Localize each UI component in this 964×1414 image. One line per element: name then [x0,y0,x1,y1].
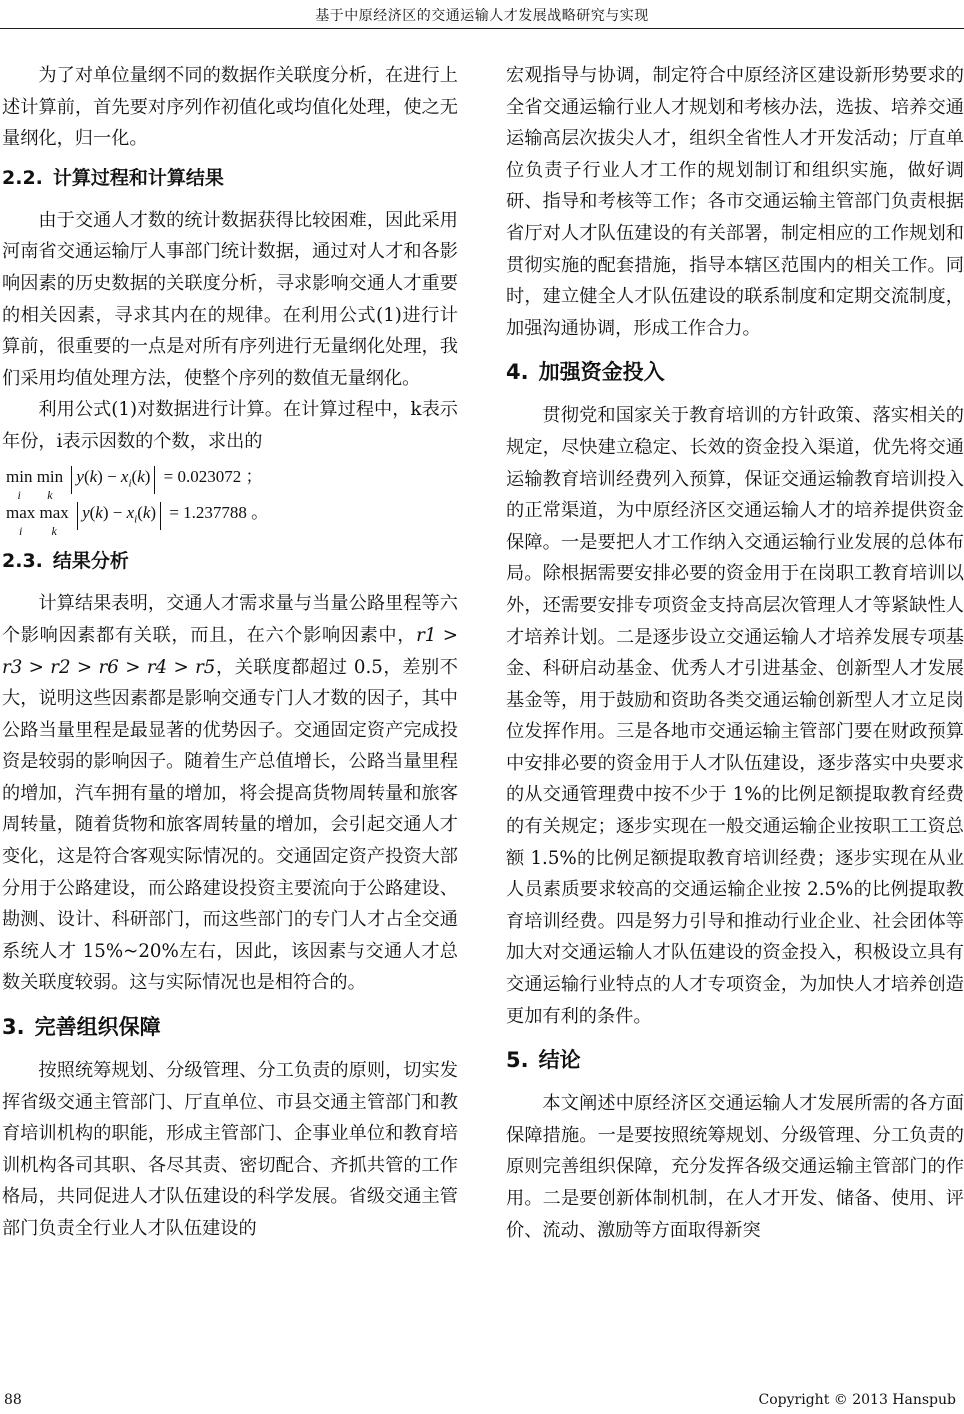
paragraph: 本文阐述中原经济区交通运输人才发展所需的各方面保障措施。一是要按照统筹规划、分级管理、分工负责的原则完善组织保障，充分发挥各级交通运输主管部门的作用。二是要创新体制机制，在人才开发、储备、使用、评价、流动、激励等方面取得新突 [506,1093,964,1241]
left-column [2,60,458,1245]
paragraph: 贯彻党和国家关于教育培训的方针政策、落实相关的规定，尽快建立稳定、长效的资金投入渠道，优先将交通运输教育培训经费列入预算，保证交通运输教育培训投入的正常渠道，为中原经济区交通运输人才的培养提供资金保障。一是要把人才工作纳入交通运输行业发展的总体布局。除根据需要安排必要的资金用于在岗职工教育培训以外，还需要安排专项资金支持高层次管理人才等紧缺性人才培养计划。二是逐步设立交通运输人才培养发展专项基金、科研启动基金、优秀人才引进基金、创新型人才发展基金等，用于鼓励和资助各类交通运输创新型人才立足岗位发挥作用。三是各地市交通运输主管部门要在财政预算中安排必要的资金用于人才队伍建设，逐步落实中央要求的从交通管理费中按不少于 1%的比例足额提取教育经费的有关规定；逐步实现在一般交通运输企业按职工工资总额 1.5%的比例足额提取教育培训经费；逐步实现在从业人员素质要求较高的交通运输企业按 2.5%的比例提取教育培训经费。四是努力引导和推动行业企业、社会团体等加大对交通运输人才队伍建设的资金投入，积极设立具有交通运输行业特点的人才专项资金，为加快人才培养创造更加有利的条件。 [506,405,964,1027]
section-heading-4 [506,358,964,386]
paragraph: 按照统筹规划、分级管理、分工负责的原则，切实发挥省级交通主管部门、厅直单位、市县交通主管部门和教育培训机构的职能，形成主管部门、企事业单位和教育培训机构各司其职、各尽其责、密切配合、齐抓共管的工作格局，共同促进人才队伍建设的科学发展。省级交通主管部门负责全行业人才队伍建设的 [2,1060,458,1239]
section-title: 完善组织保障 [34,1015,161,1040]
right-column [506,60,964,1246]
section-title: 结果分析 [52,550,129,573]
section-number: 3. [2,1015,25,1040]
equation-max: max i max k $y(k) - x_i(k) = 1.237788$ 。 [6,502,269,538]
section-number: 4. [506,360,529,385]
inequality: r1 > r3 > r2 > r6 > r4 > r5 [2,624,458,678]
section-title: 结论 [538,1048,581,1073]
section-number: 2.2. [2,166,43,189]
section-heading-5 [506,1046,964,1074]
paragraph: 宏观指导与协调，制定符合中原经济区建设新形势要求的全省交通运输行业人才规划和考核办法，选拔、培养交通运输高层次拔尖人才，组织全省性人才开发活动；厅直单位负责子行业人才工作的规划制订和组织实施，做好调研、指导和考核等工作；各市交通运输主管部门负责根据省厅对人才队伍建设的有关部署，制定相应的工作规划和贯彻实施的配套措施，指导本辖区范围内的相关工作。同时，建立健全人才队伍建设的联系制度和定期交流制度，加强沟通协调，形成工作合力。 [506,65,964,339]
header-rule [0,28,964,29]
equation-min-value: = 0.023072 [163,466,242,486]
page-number: 88 [4,1392,22,1408]
equation-min: min i min k $y(k) - x_i(k) = 0.023072$ ； [6,466,263,502]
copyright-notice: Copyright © 2013 Hanspub [758,1392,956,1408]
section-number: 5. [506,1048,529,1073]
paragraph: 为了对单位量纲不同的数据作关联度分析，在进行上述计算前，首先要对序列作初值化或均值化处理，使之无量纲化，归一化。 [2,65,458,150]
equation-max-value: = 1.237788 [169,502,247,522]
section-number: 2.3. [2,550,43,573]
paragraph: 计算结果表明，交通人才需求量与当量公路里程等六个影响因素都有关联，而且，在六个影响因素中，r1 > r3 > r2 > r6 > r4 > r5，关联度都超过 0.5，差别不大，说明这些因素都是影响交通专门人才数的因子，其中公路当量里程是最显著的优势因子。交通固定资产完成投资是较弱的影响因子。随着生产总值增长，公路当量里程的增加，汽车拥有量的增加，将会提高货物周转量和旅客周转量，随着货物和旅客周转量的增加，会引起交通人才变化，这是符合客观实际情况的。交通固定资产投资大部分用于公路建设，而公路建设投资主要流向于公路建设、勘测、设计、科研部门，而这些部门的专门人才占全交通系统人才 15%~20%左右，因此，该因素与交通人才总数关联度较弱。这与实际情况也是相符合的。 [2,593,458,994]
running-header: 基于中原经济区的交通运输人才发展战略研究与实现 [315,8,649,24]
section-heading-3 [2,1013,458,1041]
section-title: 加强资金投入 [538,360,665,385]
section-heading-2-3 [2,548,458,574]
paragraph: 利用公式(1)对数据进行计算。在计算过程中，k表示年份，i表示因数的个数，求出的 [2,399,458,452]
section-title: 计算过程和计算结果 [52,166,224,189]
paragraph: 由于交通人才数的统计数据获得比较困难，因此采用河南省交通运输厅人事部门统计数据，通过对人才和各影响因素的历史数据的关联度分析，寻求影响交通人才重要的相关因素，寻求其内在的规律。在利用公式(1)进行计算前，很重要的一点是对所有序列进行无量纲化处理，我们采用均值处理方法，使整个序列的数值无量纲化。 [2,209,458,389]
section-heading-2-2 [2,165,458,191]
